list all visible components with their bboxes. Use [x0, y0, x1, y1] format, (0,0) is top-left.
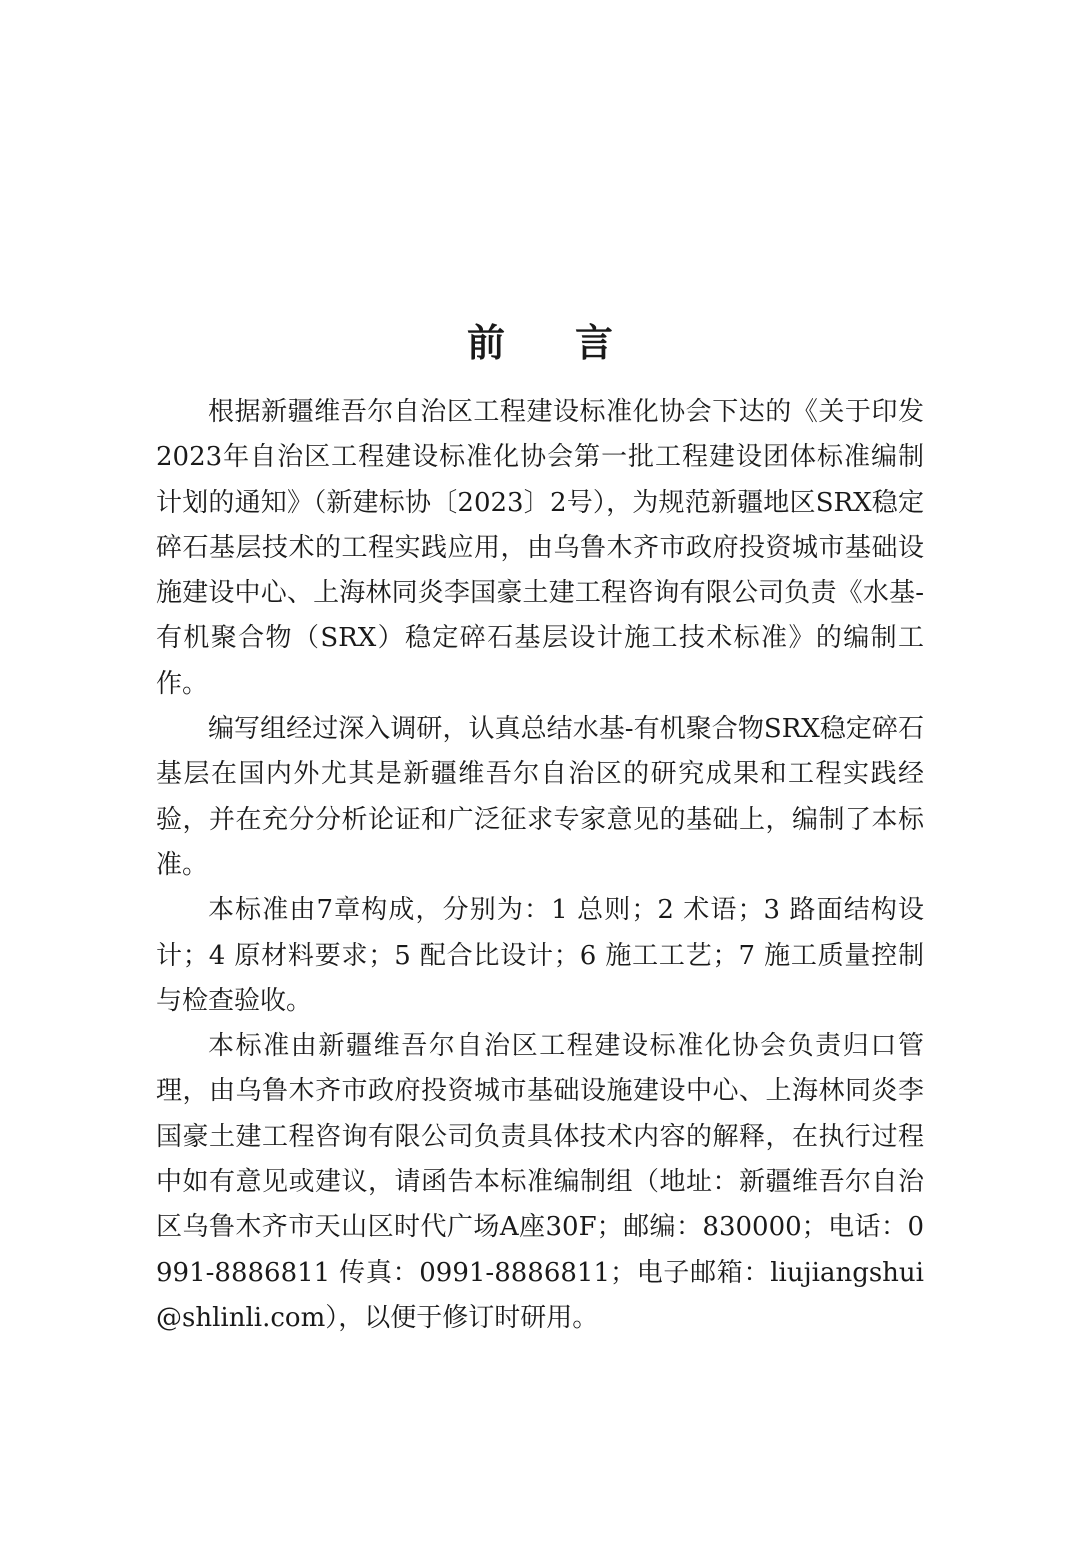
preface-body — [156, 390, 924, 1341]
paragraph-2: 编写组经过深入调研，认真总结水基-有机聚合物SRX稳定碎石基层在国内外尤其是新疆维吾尔自治区的研究成果和工程实践经验，并在充分分析论证和广泛征求专家意见的基础上，编制了本标准。 — [156, 714, 924, 880]
paragraph-4: 本标准由新疆维吾尔自治区工程建设标准化协会负责归口管理，由乌鲁木齐市政府投资城市基础设施建设中心、上海林同炎李国豪土建工程咨询有限公司负责具体技术内容的解释，在执行过程中如有意见或建议，请函告本标准编制组（地址：新疆维吾尔自治区乌鲁木齐市天山区时代广场A座30F；邮编：830000；电话：0991-8886811 传真：0991-8886811；电子邮箱：liujiangshui@shlinli.com），以便于修订时研用。 — [156, 1031, 924, 1333]
paragraph-3: 本标准由7章构成，分别为：1 总则；2 术语；3 路面结构设计；4 原材料要求；5 配合比设计；6 施工工艺；7 施工质量控制与检查验收。 — [156, 895, 924, 1016]
page-title: 前言 — [466, 320, 683, 366]
paragraph-1: 根据新疆维吾尔自治区工程建设标准化协会下达的《关于印发2023年自治区工程建设标准化协会第一批工程建设团体标准编制计划的通知》（新建标协〔2023〕2号），为规范新疆地区SRX稳定碎石基层技术的工程实践应用，由乌鲁木齐市政府投资城市基础设施建设中心、上海林同炎李国豪土建工程咨询有限公司负责《水基-有机聚合物（SRX）稳定碎石基层设计施工技术标准》的编制工作。 — [156, 397, 924, 699]
